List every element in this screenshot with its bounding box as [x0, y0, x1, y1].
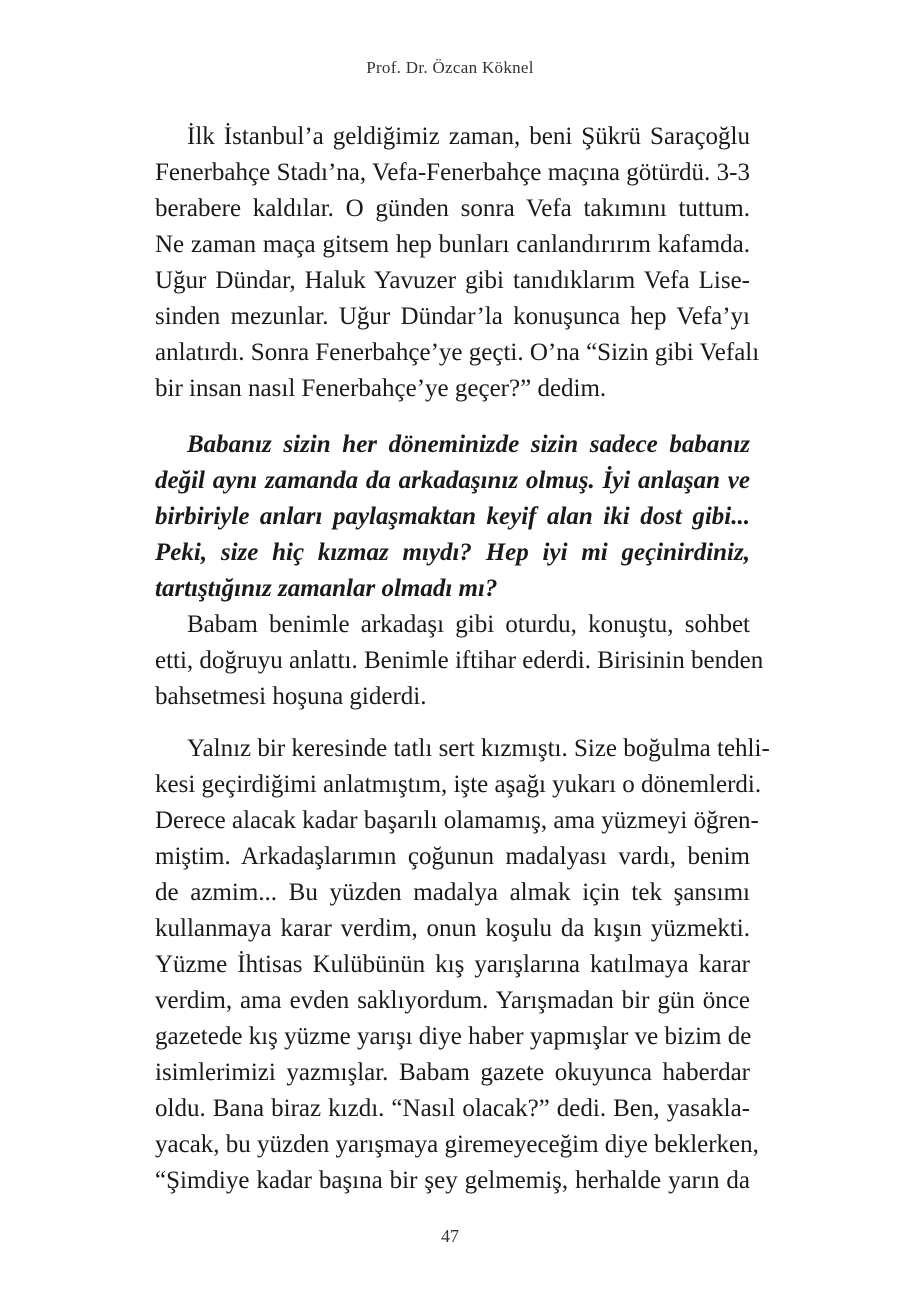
- text-line: isimlerimizi yazmışlar. Babam gazete okuyunca haberdar: [155, 1059, 750, 1086]
- text-line: Yalnız bir keresinde tatlı sert kızmıştı. Size boğulma tehli-: [187, 735, 770, 762]
- text-line: Yüzme İhtisas Kulübünün kış yarışlarına katılmaya karar: [155, 951, 750, 978]
- text-line: Fenerbahçe Stadı’na, Vefa-Fenerbahçe maçına götürdü. 3-3: [155, 159, 750, 186]
- text-line: etti, doğruyu anlattı. Benimle iftihar ederdi. Birisinin benden: [155, 647, 764, 674]
- running-header: Prof. Dr. Özcan Köknel: [366, 58, 534, 77]
- text-line: “Şimdiye kadar başına bir şey gelmemiş, herhalde yarın da: [155, 1167, 750, 1194]
- text-line: gazetede kış yüzme yarışı diye haber yapmışlar ve bizim de: [155, 1023, 752, 1050]
- text-line: miştim. Arkadaşlarımın çoğunun madalyası vardı, benim: [155, 843, 750, 870]
- question-line: Babanız sizin her döneminizde sizin sadece babanız: [187, 431, 750, 458]
- text-line: kullanmaya karar verdim, onun koşulu da kışın yüzmekti.: [155, 915, 750, 942]
- page-number: 47: [441, 1226, 459, 1246]
- text-line: İlk İstanbul’a geldiğimiz zaman, beni Şükrü Saraçoğlu: [187, 123, 750, 150]
- text-line: de azmim... Bu yüzden madalya almak için tek şansımı: [155, 879, 750, 906]
- paragraph-answer-2: [155, 607, 764, 715]
- text-line: sinden mezunlar. Uğur Dündar’la konuşunca hep Vefa’yı: [155, 303, 750, 330]
- text-line: anlatırdı. Sonra Fenerbahçe’ye geçti. O’na “Sizin gibi Vefalı: [155, 339, 760, 366]
- question-line: birbiriyle anları paylaşmaktan keyif alan iki dost gibi...: [155, 503, 750, 530]
- text-line: Derece alacak kadar başarılı olamamış, ama yüzmeyi öğren-: [155, 807, 759, 834]
- text-line: Uğur Dündar, Haluk Yavuzer gibi tanıdıklarım Vefa Lise-: [155, 267, 750, 294]
- paragraph-answer-3: [155, 731, 770, 1199]
- text-line: bir insan nasıl Fenerbahçe’ye geçer?” dedim.: [155, 375, 607, 402]
- text-line: bahsetmesi hoşuna giderdi.: [155, 683, 427, 710]
- interview-question: [155, 427, 750, 607]
- text-line: Ne zaman maça gitsem hep bunları canlandırırım kafamda.: [155, 231, 750, 258]
- text-line: berabere kaldılar. O günden sonra Vefa takımını tuttum.: [155, 195, 750, 222]
- text-line: kesi geçirdiğimi anlatmıştım, işte aşağı yukarı o dönemlerdi.: [155, 771, 762, 798]
- text-line: oldu. Bana biraz kızdı. “Nasıl olacak?” dedi. Ben, yasakla-: [155, 1095, 750, 1122]
- question-line: Peki, size hiç kızmaz mıydı? Hep iyi mi geçinirdiniz,: [155, 539, 750, 566]
- body-text: [155, 119, 770, 1199]
- text-line: verdim, ama evden saklıyordum. Yarışmadan bir gün önce: [155, 987, 750, 1014]
- paragraph-answer-1: [155, 119, 760, 407]
- question-line: tartıştığınız zamanlar olmadı mı?: [155, 575, 498, 602]
- text-line: yacak, bu yüzden yarışmaya giremeyeceğim diye beklerken,: [155, 1131, 759, 1158]
- question-line: değil aynı zamanda da arkadaşınız olmuş. İyi anlaşan ve: [155, 467, 750, 494]
- text-line: Babam benimle arkadaşı gibi oturdu, konuştu, sohbet: [187, 611, 750, 638]
